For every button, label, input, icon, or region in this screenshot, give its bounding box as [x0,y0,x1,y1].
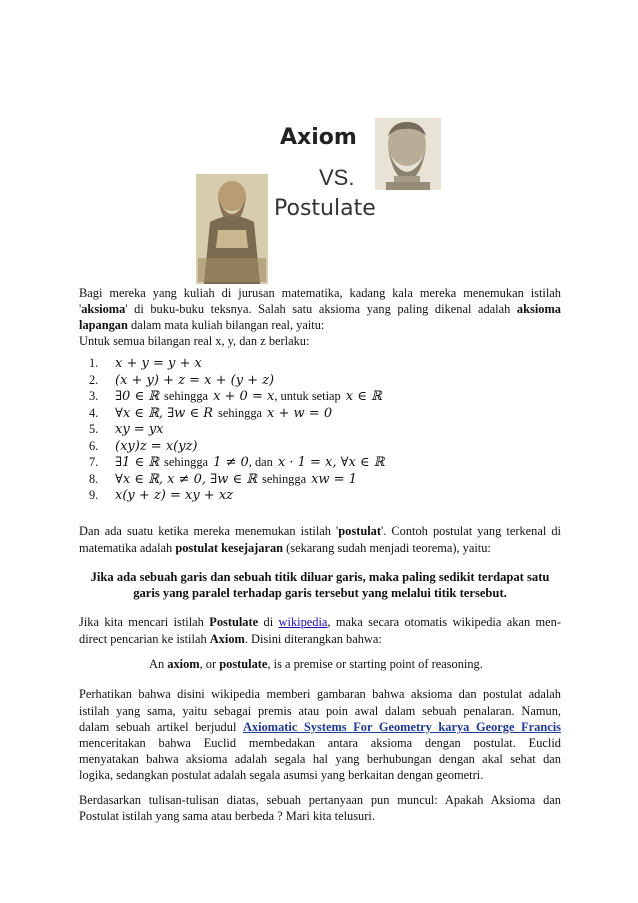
postulat-line-2-a: matematika adalah [79,541,176,555]
intro-line-1: Bagi mereka yang kuliah di jurusan matematika, kadang kala mereka menemukan istilah [79,286,561,300]
wiki-line-1-a: Jika kita mencari istilah [79,615,210,629]
term-aksioma-2: aksioma [516,302,561,316]
axiom-item [79,405,559,422]
wiki-line-2 [79,631,561,647]
axiom-formula: xw = 1 [311,471,357,487]
axiom-number: 6. [89,438,99,453]
axiom-formula: x + w = 0 [267,405,333,421]
def-c: , or [199,657,220,671]
postulat-line-2-c: (sekarang sudah menjadi teorema), yaitu: [283,541,491,555]
axiom-item [79,355,559,372]
axiom-formula: x(y + z) = xy + xz [115,488,233,503]
attention-line-2: istilah yang sama, yaitu sebagai premis atau poin awal dalam sebuah penalaran. Namun, [79,704,561,718]
term-lapangan: lapangan [79,318,128,332]
def-postulate: postulate [219,657,268,671]
axiom-number: 7. [89,455,99,469]
axiom-number: 1. [89,356,99,370]
axiom-item [79,421,559,438]
axiom-formula: 1 ≠ 0 [213,455,249,470]
attention-line-3 [79,719,561,735]
attention-line-1: Perhatikan bahwa disini wikipedia memberi gambaran bahwa aksioma dan postulat adalah [79,687,561,701]
axiom-number: 5. [89,422,99,436]
axiom-formula: ∃0 ∈ ℝ [115,389,160,404]
axiomatic-systems-link[interactable]: Axiomatic Systems For Geometry karya George Francis [242,720,561,734]
intro-line-3-text: dalam mata kuliah bilangan real, yaitu: [127,318,325,332]
term-axiom: Axiom [209,632,245,646]
attention-line-4: menceritakan bahwa Euclid membedakan antara aksioma dengan postulat. Euclid [79,736,561,750]
axiom-formula: (x + y) + z = x + (y + z) [115,372,275,388]
axiom-number: 2. [89,372,99,387]
axiom-vs-postulate-illustration [188,118,448,286]
wiki-line-2-a: direct pencarian ke istilah [79,632,210,646]
intro-line-3 [79,317,561,333]
field-axioms-list [79,355,559,504]
final-line-2: Postulat istilah yang sama atau berbeda ? Mari kita telusuri. [79,809,375,823]
term-aksioma: aksioma [81,302,126,316]
axiom-formula: x + y = y + x [115,356,202,371]
term-postulat-kesejajaran: postulat kesejajaran [175,541,284,555]
attention-line-6: logika, sedangkan postulat adalah segala asumsi yang berkaitan dengan geometri. [79,768,484,782]
axiom-item [79,487,559,504]
attention-line-5: menyatakan bahwa aksioma adalah segala hal yang berhubungan dengan akal sehat dan [79,752,561,766]
final-line-1: Berdasarkan tulisan-tulisan diatas, sebuah pertanyaan pun muncul: Apakah Aksioma dan [79,793,561,807]
axiom-text: , untuk setiap [274,389,341,403]
axiom-item [79,372,559,389]
def-a: An [149,657,168,671]
postulat-line-1-a: Dan ada suatu ketika mereka menemukan istilah ' [79,524,339,538]
hero-title-postulate: Postulate [274,196,376,221]
parallel-postulate-line-1: Jika ada sebuah garis dan sebuah titik diluar garis, maka paling sedikit terdapat satu [90,570,550,584]
wikipedia-link[interactable]: wikipedia [278,615,328,629]
axiom-item [79,471,559,488]
axiom-formula: ∃1 ∈ ℝ [115,455,160,470]
axiom-item [79,438,559,455]
axiom-item [79,388,559,405]
term-postulate: Postulate [209,615,259,629]
wiki-line-2-c: . Disini diterangkan bahwa: [244,632,382,646]
axiom-text: sehingga [262,471,307,486]
axiom-item [79,454,559,471]
intro-line-2-text: ' di buku-buku teksnya. Salah satu aksioma yang paling dikenal adalah [125,302,511,316]
term-postulat: postulat [338,524,381,538]
axiom-formula: xy = yx [115,422,164,437]
postulat-line-2 [79,540,561,556]
def-axiom: axiom [167,657,200,671]
hero-title-vs: VS. [319,165,355,190]
axiom-number: 4. [89,405,99,420]
intro-line-2 [79,301,561,317]
postulat-line-1-c: '. Contoh postulat yang terkenal di [380,524,562,538]
axiom-definition-quote [149,656,569,672]
axiom-number: 3. [89,389,99,403]
axiom-formula: x + 0 = x [213,389,275,404]
euclid-portrait-image [196,174,268,284]
axiom-text: sehingga [218,405,263,420]
axiom-formula: x · 1 = x, ∀x ∈ ℝ [277,455,385,470]
def-e: , is a premise or starting point of reasoning. [267,657,483,671]
quote-open: ' [79,302,82,316]
wiki-line-1-d: , maka secara otomatis wikipedia akan men- [327,615,561,629]
axiom-formula: ∀x ∈ ℝ, x ≠ 0, ∃w ∈ ℝ [115,471,258,487]
aristotle-bust-image [375,118,441,190]
axiom-text: sehingga [164,389,209,403]
intro-line-4: Untuk semua bilangan real x, y, dan z berlaku: [79,334,310,348]
parallel-postulate-line-2: garis yang paralel terhadap garis tersebut yang melalui titik tersebut. [133,586,507,600]
postulat-line-1 [79,523,561,539]
wiki-line-1 [79,614,561,630]
axiom-formula: x ∈ ℝ [345,389,382,404]
hero-title-axiom: Axiom [280,125,357,150]
attention-line-3-a: dalam sebuah artikel berjudul [79,720,243,734]
wiki-line-1-c: di [258,615,279,629]
axiom-formula: (xy)z = x(yz) [115,438,198,454]
axiom-number: 8. [89,471,99,486]
axiom-text: sehingga [164,455,209,469]
axiom-number: 9. [89,488,99,502]
axiom-formula: ∀x ∈ ℝ, ∃w ∈ R [115,405,213,421]
axiom-text: , dan [248,455,273,469]
